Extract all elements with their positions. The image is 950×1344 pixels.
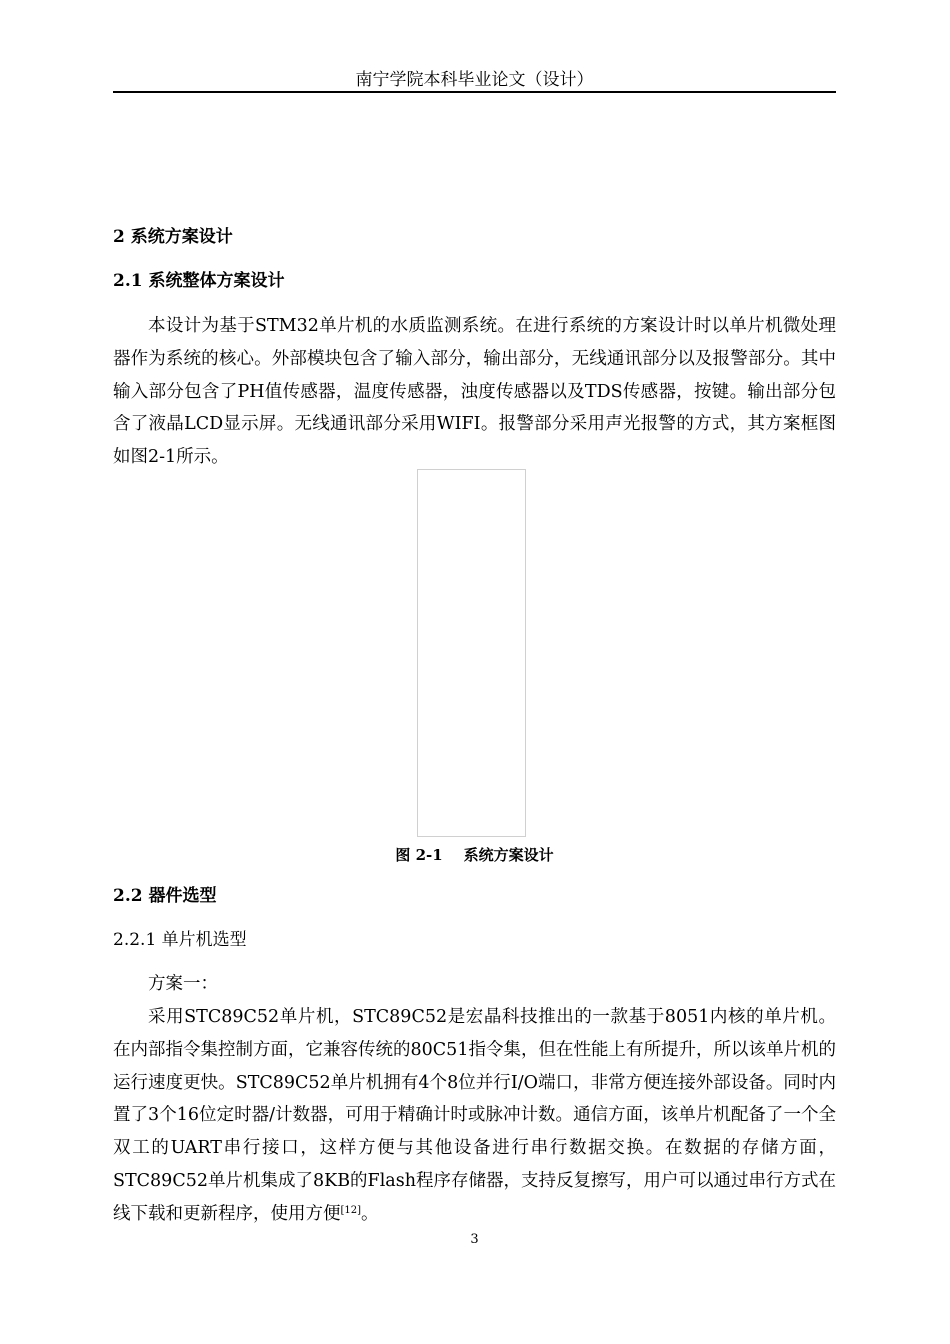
paragraph-stc89c52 bbox=[113, 1001, 836, 1231]
running-header-title: 南宁学院本科毕业论文（设计） bbox=[355, 70, 594, 90]
subsection-heading-2-2: 2.2 器件选型 bbox=[113, 886, 217, 906]
section-heading: 2 系统方案设计 bbox=[113, 227, 233, 247]
figure-placeholder-system-block-diagram bbox=[417, 469, 526, 837]
subsection-heading-2-1: 2.1 系统整体方案设计 bbox=[113, 271, 285, 291]
header-rule bbox=[113, 91, 836, 93]
citation-ref: [12] bbox=[340, 1204, 362, 1216]
plan-one-label: 方案一： bbox=[148, 974, 218, 994]
paragraph-stc89c52-text: 采用STC89C52单片机，STC89C52是宏晶科技推出的一款基于8051内核的单片机。在内部指令集控制方面，它兼容传统的80C51指令集，但在性能上有所提升，所以该单片机的运行速度更快。STC89C52单片机拥有4个8位并行I/O端口，非常方便连接外部设备。同时内置了3个16位定时器/计数器，可用于精确计时或脉冲计数。通信方面，该单片机配备了一个全双工的UART串行接口，这样方便与其他设备进行串行数据交换。在数据的存储方面，STC89C52单片机集成了8KB的Flash程序存储器，支持反复擦写，用户可以通过串行方式在线下载和更新程序，使用方便 bbox=[113, 1007, 836, 1224]
paragraph-system-overview: 本设计为基于STM32单片机的水质监测系统。在进行系统的方案设计时以单片机微处理器作为系统的核心。外部模块包含了输入部分，输出部分，无线通讯部分以及报警部分。其中输入部分包含了PH值传感器，温度传感器，浊度传感器以及TDS传感器，按键。输出部分包含了液晶LCD显示屏。无线通讯部分采用WIFI。报警部分采用声光报警的方式，其方案框图如图2-1所示。 bbox=[113, 316, 836, 468]
paragraph-stc89c52-end: 。 bbox=[361, 1203, 379, 1224]
page-number: 3 bbox=[470, 1232, 479, 1247]
figure-caption: 图 2-1 系统方案设计 bbox=[395, 846, 554, 864]
subsubsection-heading-2-2-1: 2.2.1 单片机选型 bbox=[113, 930, 247, 950]
